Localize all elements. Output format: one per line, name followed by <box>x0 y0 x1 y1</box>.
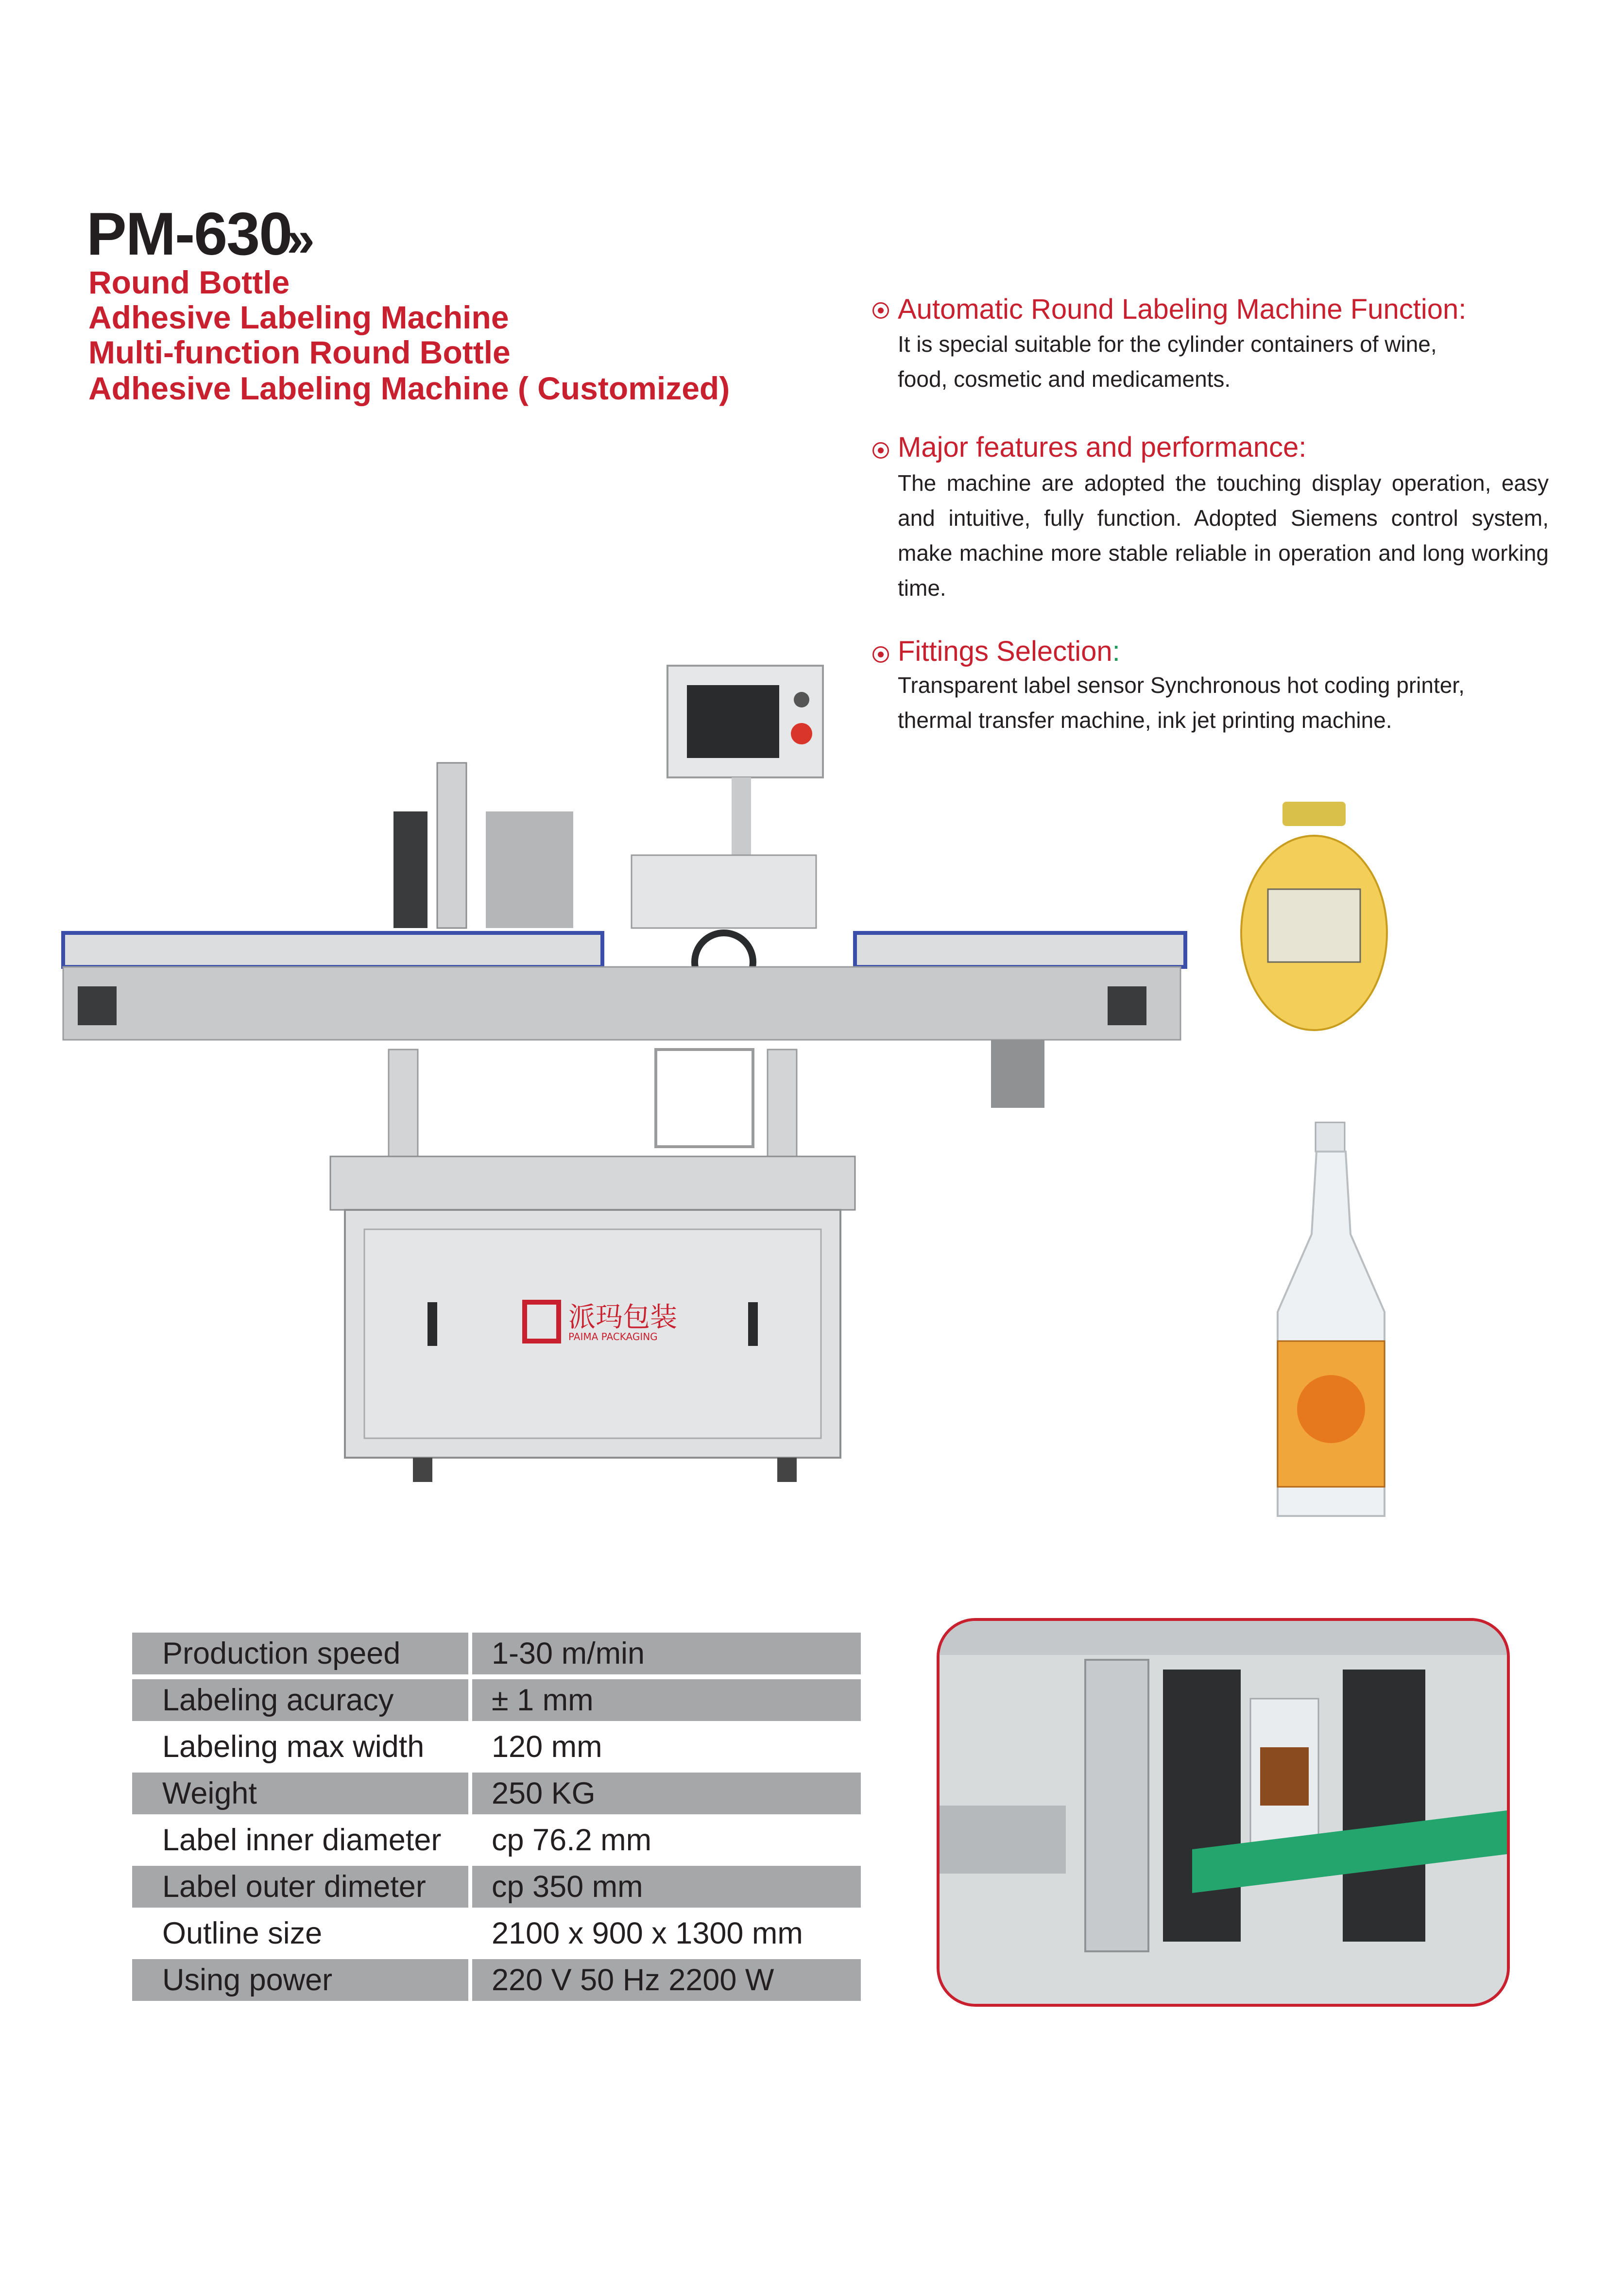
table-row <box>132 1773 861 1819</box>
table-row <box>132 1959 861 2006</box>
model-title: PM-630 <box>86 201 292 268</box>
body-line: food, cosmetic and medicaments. <box>898 366 1231 392</box>
spec-value: 250 KG <box>472 1773 861 1814</box>
heading-colon: : <box>1112 636 1120 667</box>
table-row <box>132 1726 861 1773</box>
closeup-illustration <box>940 1621 1507 2004</box>
spec-label: Label inner diameter <box>162 1823 442 1857</box>
heading-text: Fittings Selection <box>898 636 1112 667</box>
table-row <box>132 1633 861 1679</box>
chevron-icon: » <box>287 211 306 267</box>
spec-label: Using power <box>132 1959 468 2001</box>
table-row <box>132 1819 861 1866</box>
spec-table <box>132 1633 861 2006</box>
spec-label: Production speed <box>132 1633 468 1674</box>
labeling-machine-image <box>58 651 1195 1497</box>
section-body-function <box>898 327 1549 396</box>
table-row <box>132 1912 861 1959</box>
body-line: It is special suitable for the cylinder containers of wine, <box>898 331 1437 357</box>
spec-value: ± 1 mm <box>472 1679 861 1721</box>
brand-logo-en: PAIMA PACKAGING <box>568 1331 658 1343</box>
spec-value: cp 350 mm <box>472 1866 861 1908</box>
jar-sample-image <box>1234 797 1389 1040</box>
spec-value: 120 mm <box>492 1730 602 1764</box>
spec-label: Weight <box>132 1773 468 1814</box>
section-heading-function: Automatic Round Labeling Machine Function: <box>898 293 1467 325</box>
subtitle-line: Round Bottle <box>88 264 290 300</box>
brand-logo-cn: 派玛包装 <box>568 1302 677 1333</box>
spec-label: Label outer dimeter <box>132 1866 468 1908</box>
subtitle-line: Adhesive Labeling Machine ( Customized) <box>88 370 730 406</box>
spec-label: Outline size <box>162 1916 323 1950</box>
bullet-icon <box>872 302 889 319</box>
spec-value: 1-30 m/min <box>472 1633 861 1674</box>
body-line: Transparent label sensor Synchronous hot coding printer, <box>898 672 1465 698</box>
bottle-sample-image <box>1263 1118 1399 1526</box>
subtitle-line: Multi-function Round Bottle <box>88 334 511 370</box>
body-line: thermal transfer machine, ink jet printing machine. <box>898 707 1392 733</box>
spec-value: cp 76.2 mm <box>492 1823 652 1857</box>
bullet-icon <box>872 442 889 459</box>
subtitle-line: Adhesive Labeling Machine <box>88 299 509 335</box>
table-row <box>132 1679 861 1726</box>
labeling-closeup-image <box>937 1618 1510 2007</box>
spec-label: Labeling max width <box>162 1730 425 1764</box>
section-body-features: The machine are adopted the touching display operation, easy and intuitive, fully function. Adopted Siemens control system, make machine more stable reliable in operation and long working time. <box>898 470 1549 601</box>
spec-label: Labeling acuracy <box>132 1679 468 1721</box>
section-heading-features: Major features and performance: <box>898 431 1307 463</box>
table-row <box>132 1866 861 1912</box>
spec-value: 220 V 50 Hz 2200 W <box>472 1959 861 2001</box>
spec-value: 2100 x 900 x 1300 mm <box>492 1916 803 1950</box>
